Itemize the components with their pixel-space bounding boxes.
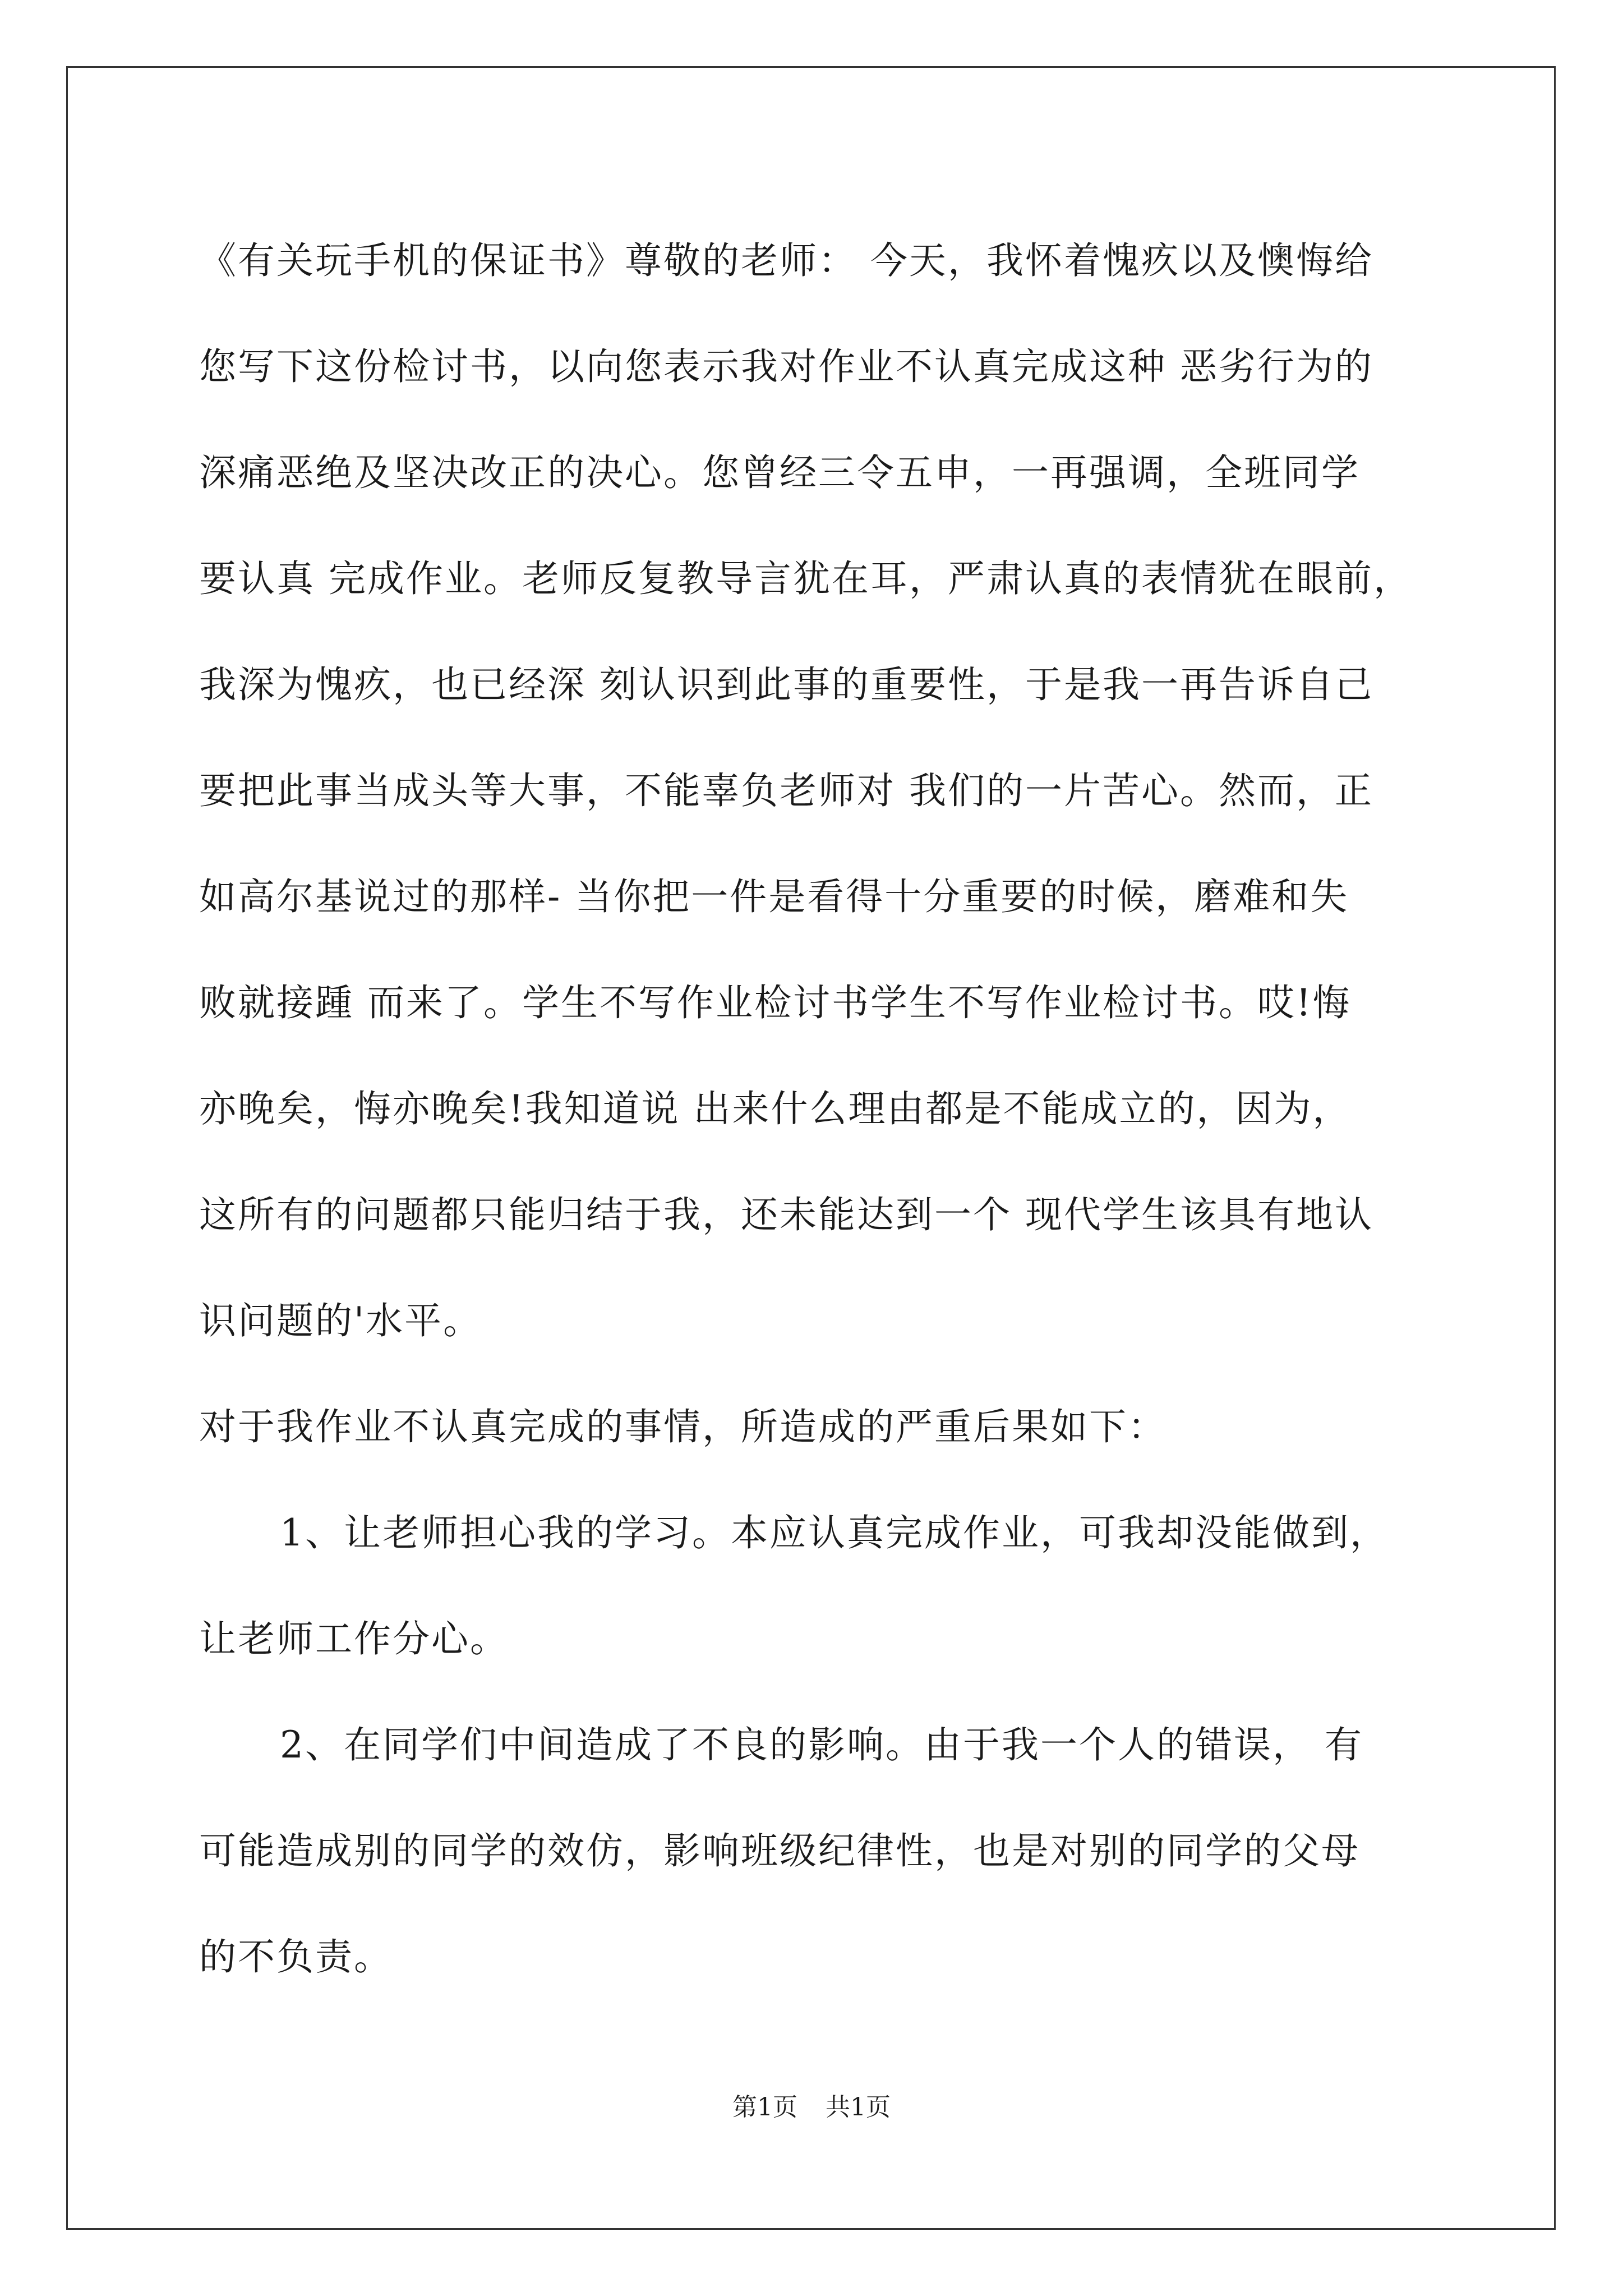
consequences-intro: 对于我作业不认真完成的事情，所造成的严重后果如下： (199, 1405, 1166, 1448)
line: 让老师工作分心。 (199, 1617, 509, 1660)
consequence-item-2: 2、在同学们中间造成了不良的影响。由于我一个人的错误， 有 (280, 1723, 1363, 1766)
line: 可能造成别的同学的效仿，影响班级纪律性，也是对别的同学的父母 (199, 1829, 1360, 1872)
line: 我深为愧疚，也已经深 刻认识到此事的重要性，于是我一再告诉自己 (199, 663, 1373, 706)
line: 的不负责。 (199, 1935, 393, 1978)
line: 亦晚矣，悔亦晚矣!我知道说 出来什么理由都是不能成立的，因为， (199, 1087, 1352, 1130)
line: 您写下这份检讨书，以向您表示我对作业不认真完成这种 恶劣行为的 (199, 345, 1373, 388)
line: 要认真 完成作业。老师反复教导言犹在耳，严肃认真的表情犹在眼前， (199, 557, 1412, 600)
line: 深痛恶绝及坚决改正的决心。您曾经三令五申，一再强调，全班同学 (199, 451, 1360, 494)
line: 这所有的问题都只能归结于我，还未能达到一个 现代学生该具有地认 (199, 1193, 1373, 1236)
page-footer (0, 2087, 1623, 2123)
line: 识问题的'水平。 (199, 1299, 482, 1342)
line: 要把此事当成头等大事，不能辜负老师对 我们的一片苦心。然而，正 (199, 769, 1373, 812)
line: 《有关玩手机的保证书》尊敬的老师： 今天，我怀着愧疚以及懊悔给 (199, 239, 1373, 282)
consequence-item-1: 1、让老师担心我的学习。本应认真完成作业，可我却没能做到， (280, 1511, 1389, 1554)
line: 如高尔基说过的那样- 当你把一件是看得十分重要的时候，磨难和失 (199, 875, 1349, 918)
page-number: 第1页 (732, 2093, 797, 2122)
line: 败就接踵 而来了。学生不写作业检讨书学生不写作业检讨书。哎!悔 (199, 981, 1352, 1024)
page-total: 共1页 (826, 2093, 891, 2122)
document-body (199, 208, 1433, 2010)
